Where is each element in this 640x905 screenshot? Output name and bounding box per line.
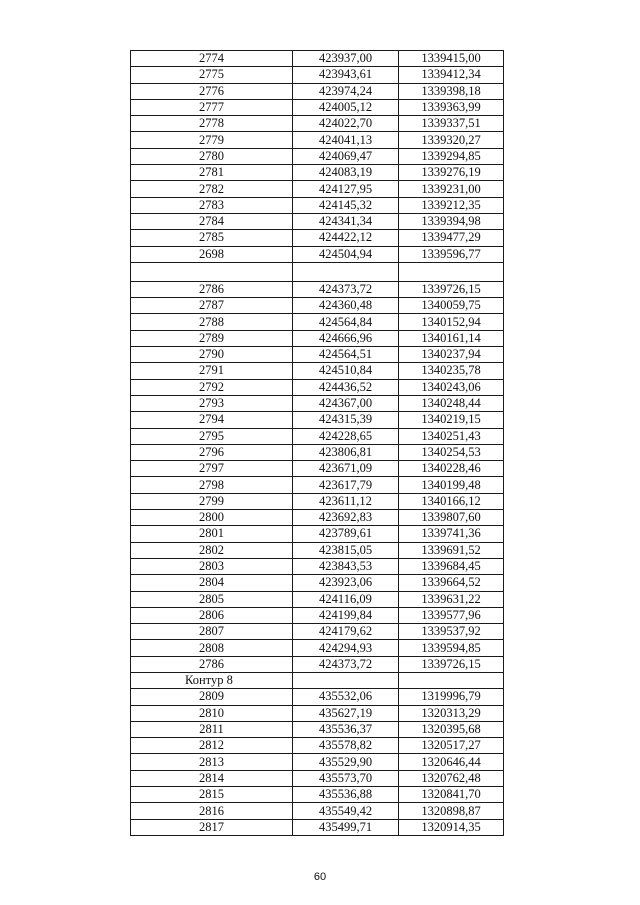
x-coordinate-cell: 423943,61 bbox=[293, 67, 399, 83]
x-coordinate-cell: 424373,72 bbox=[293, 656, 399, 672]
y-coordinate-cell: 1339415,00 bbox=[399, 51, 504, 67]
table-row bbox=[131, 558, 504, 574]
y-coordinate-cell: 1340248,44 bbox=[399, 395, 504, 411]
y-coordinate-cell: 1320517,27 bbox=[399, 738, 504, 754]
table-row bbox=[131, 148, 504, 164]
x-coordinate-cell: 424422,12 bbox=[293, 230, 399, 246]
x-coordinate-cell: 424179,62 bbox=[293, 624, 399, 640]
point-number-cell: 2789 bbox=[131, 330, 293, 346]
y-coordinate-cell: 1339394,98 bbox=[399, 213, 504, 229]
y-coordinate-cell: 1339412,34 bbox=[399, 67, 504, 83]
y-coordinate-cell: 1339631,22 bbox=[399, 591, 504, 607]
table-row bbox=[131, 246, 504, 262]
table-row bbox=[131, 165, 504, 181]
y-coordinate-cell: 1339398,18 bbox=[399, 83, 504, 99]
y-coordinate-cell: 1339741,36 bbox=[399, 526, 504, 542]
point-number-cell: 2784 bbox=[131, 213, 293, 229]
y-coordinate-cell: 1340199,48 bbox=[399, 477, 504, 493]
point-number-cell: 2814 bbox=[131, 770, 293, 786]
table-row bbox=[131, 181, 504, 197]
table-row bbox=[131, 526, 504, 542]
y-coordinate-cell: 1320646,44 bbox=[399, 754, 504, 770]
x-coordinate-cell: 424510,84 bbox=[293, 363, 399, 379]
point-number-cell: 2774 bbox=[131, 51, 293, 67]
y-coordinate-cell: 1320762,48 bbox=[399, 770, 504, 786]
y-coordinate-cell: 1339320,27 bbox=[399, 132, 504, 148]
x-coordinate-cell: 423923,06 bbox=[293, 575, 399, 591]
point-number-cell: 2794 bbox=[131, 412, 293, 428]
point-number-cell: 2801 bbox=[131, 526, 293, 542]
x-coordinate-cell: 435578,82 bbox=[293, 738, 399, 754]
point-number-cell: 2782 bbox=[131, 181, 293, 197]
x-coordinate-cell: 423671,09 bbox=[293, 461, 399, 477]
contour-header-row bbox=[131, 672, 504, 688]
x-coordinate-cell: 423974,24 bbox=[293, 83, 399, 99]
table-row-blank bbox=[131, 262, 504, 281]
point-number-cell: 2812 bbox=[131, 738, 293, 754]
x-coordinate-cell: 424360,48 bbox=[293, 298, 399, 314]
point-number-cell: 2803 bbox=[131, 558, 293, 574]
point-number-cell: 2795 bbox=[131, 428, 293, 444]
y-coordinate-cell: 1339726,15 bbox=[399, 656, 504, 672]
point-number-cell: 2810 bbox=[131, 705, 293, 721]
table-row bbox=[131, 230, 504, 246]
table-row bbox=[131, 444, 504, 460]
y-coordinate-cell: 1340243,06 bbox=[399, 379, 504, 395]
point-number-cell: 2799 bbox=[131, 493, 293, 509]
y-coordinate-cell: 1340254,53 bbox=[399, 444, 504, 460]
y-coordinate-cell: 1340235,78 bbox=[399, 363, 504, 379]
y-coordinate-cell: 1339537,92 bbox=[399, 624, 504, 640]
table-row bbox=[131, 591, 504, 607]
y-coordinate-cell: 1320313,29 bbox=[399, 705, 504, 721]
y-coordinate-cell: 1340251,43 bbox=[399, 428, 504, 444]
x-coordinate-cell: 435529,90 bbox=[293, 754, 399, 770]
point-number-cell: 2777 bbox=[131, 99, 293, 115]
contour-label: Контур 8 bbox=[131, 672, 293, 688]
x-coordinate-cell: 423692,83 bbox=[293, 510, 399, 526]
y-coordinate-cell: 1339596,77 bbox=[399, 246, 504, 262]
y-coordinate-cell: 1339337,51 bbox=[399, 116, 504, 132]
point-number-cell: 2798 bbox=[131, 477, 293, 493]
x-coordinate-cell: 435499,71 bbox=[293, 819, 399, 835]
x-coordinate-cell: 435627,19 bbox=[293, 705, 399, 721]
x-coordinate-cell bbox=[293, 672, 399, 688]
x-coordinate-cell: 424022,70 bbox=[293, 116, 399, 132]
y-coordinate-cell: 1340161,14 bbox=[399, 330, 504, 346]
table-row bbox=[131, 51, 504, 67]
point-number-cell bbox=[131, 262, 293, 281]
x-coordinate-cell: 423806,81 bbox=[293, 444, 399, 460]
point-number-cell: 2813 bbox=[131, 754, 293, 770]
table-row bbox=[131, 477, 504, 493]
x-coordinate-cell bbox=[293, 262, 399, 281]
x-coordinate-cell: 435536,37 bbox=[293, 721, 399, 737]
table-row bbox=[131, 281, 504, 297]
table-row bbox=[131, 738, 504, 754]
y-coordinate-cell: 1339807,60 bbox=[399, 510, 504, 526]
table-row bbox=[131, 803, 504, 819]
table-row bbox=[131, 197, 504, 213]
table-row bbox=[131, 412, 504, 428]
table-row bbox=[131, 330, 504, 346]
table-row bbox=[131, 83, 504, 99]
y-coordinate-cell: 1339212,35 bbox=[399, 197, 504, 213]
table-row bbox=[131, 116, 504, 132]
point-number-cell: 2805 bbox=[131, 591, 293, 607]
y-coordinate-cell: 1339664,52 bbox=[399, 575, 504, 591]
x-coordinate-cell: 424367,00 bbox=[293, 395, 399, 411]
point-number-cell: 2796 bbox=[131, 444, 293, 460]
x-coordinate-cell: 424228,65 bbox=[293, 428, 399, 444]
table-row bbox=[131, 314, 504, 330]
y-coordinate-cell: 1340228,46 bbox=[399, 461, 504, 477]
table-row bbox=[131, 395, 504, 411]
y-coordinate-cell: 1340219,15 bbox=[399, 412, 504, 428]
point-number-cell: 2786 bbox=[131, 281, 293, 297]
point-number-cell: 2778 bbox=[131, 116, 293, 132]
x-coordinate-cell: 424436,52 bbox=[293, 379, 399, 395]
x-coordinate-cell: 424504,94 bbox=[293, 246, 399, 262]
point-number-cell: 2787 bbox=[131, 298, 293, 314]
table-row bbox=[131, 607, 504, 623]
point-number-cell: 2786 bbox=[131, 656, 293, 672]
page-number: 60 bbox=[313, 871, 327, 883]
table-row bbox=[131, 132, 504, 148]
y-coordinate-cell: 1339276,19 bbox=[399, 165, 504, 181]
table-row bbox=[131, 493, 504, 509]
y-coordinate-cell: 1340237,94 bbox=[399, 347, 504, 363]
table-row bbox=[131, 624, 504, 640]
x-coordinate-cell: 435532,06 bbox=[293, 689, 399, 705]
y-coordinate-cell bbox=[399, 262, 504, 281]
point-number-cell: 2808 bbox=[131, 640, 293, 656]
x-coordinate-cell: 424127,95 bbox=[293, 181, 399, 197]
x-coordinate-cell: 435549,42 bbox=[293, 803, 399, 819]
y-coordinate-cell: 1339294,85 bbox=[399, 148, 504, 164]
coordinates-table bbox=[130, 50, 504, 836]
point-number-cell: 2780 bbox=[131, 148, 293, 164]
point-number-cell: 2806 bbox=[131, 607, 293, 623]
table-row bbox=[131, 510, 504, 526]
x-coordinate-cell: 423843,53 bbox=[293, 558, 399, 574]
x-coordinate-cell: 435536,88 bbox=[293, 787, 399, 803]
point-number-cell: 2815 bbox=[131, 787, 293, 803]
point-number-cell: 2783 bbox=[131, 197, 293, 213]
y-coordinate-cell: 1339577,96 bbox=[399, 607, 504, 623]
table-row bbox=[131, 770, 504, 786]
y-coordinate-cell: 1319996,79 bbox=[399, 689, 504, 705]
y-coordinate-cell: 1320395,68 bbox=[399, 721, 504, 737]
point-number-cell: 2792 bbox=[131, 379, 293, 395]
y-coordinate-cell: 1320914,35 bbox=[399, 819, 504, 835]
point-number-cell: 2775 bbox=[131, 67, 293, 83]
x-coordinate-cell: 424315,39 bbox=[293, 412, 399, 428]
point-number-cell: 2788 bbox=[131, 314, 293, 330]
x-coordinate-cell: 435573,70 bbox=[293, 770, 399, 786]
table-row bbox=[131, 379, 504, 395]
table-row bbox=[131, 575, 504, 591]
y-coordinate-cell: 1339691,52 bbox=[399, 542, 504, 558]
point-number-cell: 2817 bbox=[131, 819, 293, 835]
y-coordinate-cell: 1339684,45 bbox=[399, 558, 504, 574]
point-number-cell: 2800 bbox=[131, 510, 293, 526]
table-row bbox=[131, 819, 504, 835]
point-number-cell: 2791 bbox=[131, 363, 293, 379]
x-coordinate-cell: 424116,09 bbox=[293, 591, 399, 607]
table-row bbox=[131, 542, 504, 558]
y-coordinate-cell: 1339594,85 bbox=[399, 640, 504, 656]
table-row bbox=[131, 67, 504, 83]
x-coordinate-cell: 424564,51 bbox=[293, 347, 399, 363]
point-number-cell: 2797 bbox=[131, 461, 293, 477]
x-coordinate-cell: 424005,12 bbox=[293, 99, 399, 115]
table-row bbox=[131, 213, 504, 229]
point-number-cell: 2779 bbox=[131, 132, 293, 148]
x-coordinate-cell: 423789,61 bbox=[293, 526, 399, 542]
y-coordinate-cell: 1339726,15 bbox=[399, 281, 504, 297]
x-coordinate-cell: 423617,79 bbox=[293, 477, 399, 493]
point-number-cell: 2807 bbox=[131, 624, 293, 640]
x-coordinate-cell: 424294,93 bbox=[293, 640, 399, 656]
y-coordinate-cell bbox=[399, 672, 504, 688]
table-row bbox=[131, 689, 504, 705]
point-number-cell: 2809 bbox=[131, 689, 293, 705]
table-row bbox=[131, 298, 504, 314]
table-row bbox=[131, 363, 504, 379]
table-row bbox=[131, 99, 504, 115]
x-coordinate-cell: 424041,13 bbox=[293, 132, 399, 148]
point-number-cell: 2816 bbox=[131, 803, 293, 819]
point-number-cell: 2781 bbox=[131, 165, 293, 181]
y-coordinate-cell: 1320841,70 bbox=[399, 787, 504, 803]
table-row bbox=[131, 754, 504, 770]
table-row bbox=[131, 461, 504, 477]
point-number-cell: 2811 bbox=[131, 721, 293, 737]
x-coordinate-cell: 424145,32 bbox=[293, 197, 399, 213]
table-row bbox=[131, 428, 504, 444]
point-number-cell: 2785 bbox=[131, 230, 293, 246]
point-number-cell: 2793 bbox=[131, 395, 293, 411]
x-coordinate-cell: 424083,19 bbox=[293, 165, 399, 181]
x-coordinate-cell: 424069,47 bbox=[293, 148, 399, 164]
x-coordinate-cell: 424373,72 bbox=[293, 281, 399, 297]
point-number-cell: 2790 bbox=[131, 347, 293, 363]
x-coordinate-cell: 424341,34 bbox=[293, 213, 399, 229]
point-number-cell: 2698 bbox=[131, 246, 293, 262]
table-row bbox=[131, 656, 504, 672]
x-coordinate-cell: 424199,84 bbox=[293, 607, 399, 623]
x-coordinate-cell: 424666,96 bbox=[293, 330, 399, 346]
y-coordinate-cell: 1320898,87 bbox=[399, 803, 504, 819]
y-coordinate-cell: 1339477,29 bbox=[399, 230, 504, 246]
coordinates-table-body bbox=[131, 51, 504, 836]
y-coordinate-cell: 1340166,12 bbox=[399, 493, 504, 509]
y-coordinate-cell: 1339231,00 bbox=[399, 181, 504, 197]
x-coordinate-cell: 423611,12 bbox=[293, 493, 399, 509]
table-row bbox=[131, 705, 504, 721]
point-number-cell: 2802 bbox=[131, 542, 293, 558]
x-coordinate-cell: 424564,84 bbox=[293, 314, 399, 330]
y-coordinate-cell: 1339363,99 bbox=[399, 99, 504, 115]
x-coordinate-cell: 423937,00 bbox=[293, 51, 399, 67]
table-row bbox=[131, 787, 504, 803]
y-coordinate-cell: 1340152,94 bbox=[399, 314, 504, 330]
table-row bbox=[131, 640, 504, 656]
point-number-cell: 2804 bbox=[131, 575, 293, 591]
point-number-cell: 2776 bbox=[131, 83, 293, 99]
table-row bbox=[131, 347, 504, 363]
table-row bbox=[131, 721, 504, 737]
y-coordinate-cell: 1340059,75 bbox=[399, 298, 504, 314]
x-coordinate-cell: 423815,05 bbox=[293, 542, 399, 558]
